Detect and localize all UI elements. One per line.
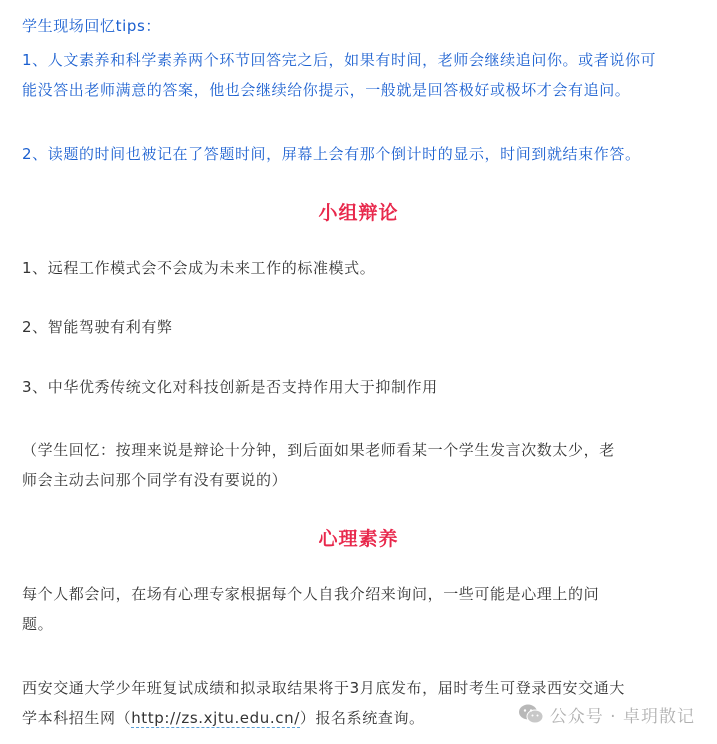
notice-line-2-suffix: ）报名系统查询。	[299, 709, 425, 727]
debate-item-2: 2、智能驾驶有利有弊	[22, 318, 173, 336]
debate-item-3: 3、中华优秀传统文化对科技创新是否支持作用大于抑制作用	[22, 378, 438, 396]
psych-line-2: 题。	[22, 615, 54, 633]
tips-item-1-line-2: 能没答出老师满意的答案，他也会继续给你提示，一般就是回答极好或极坏才会有追问。	[22, 81, 631, 99]
debate-recall-line-1: （学生回忆：按理来说是辩论十分钟，到后面如果老师看某一个学生发言次数太少，老	[22, 441, 615, 459]
psych-line-1: 每个人都会问，在场有心理专家根据每个人自我介绍来询问，一些可能是心理上的问	[22, 585, 600, 603]
debate-recall-line-2: 师会主动去问那个同学有没有要说的）	[22, 471, 288, 489]
watermark	[518, 700, 695, 728]
watermark-text: 公众号 · 卓玥散记	[549, 706, 695, 727]
psych-heading: 心理素养	[318, 528, 399, 550]
debate-item-1: 1、远程工作模式会不会成为未来工作的标准模式。	[22, 259, 376, 277]
notice-line-1: 西安交通大学少年班复试成绩和拟录取结果将于3月底发布，届时考生可登录西安交通大	[22, 679, 625, 697]
wechat-icon	[518, 703, 544, 725]
notice-line-2-prefix: 学本科招生网（	[22, 709, 132, 727]
tips-item-1-line-1: 1、人文素养和科学素养两个环节回答完之后，如果有时间，老师会继续追问你。或者说你可	[22, 51, 657, 69]
tips-item-2: 2、读题的时间也被记在了答题时间，屏幕上会有那个倒计时的显示，时间到就结束作答。	[22, 145, 641, 163]
notice-line-2	[22, 704, 492, 733]
tips-title: 学生现场回忆tips：	[22, 17, 161, 35]
debate-heading: 小组辩论	[318, 202, 399, 224]
xjtu-admissions-link[interactable]: http://zs.xjtu.edu.cn/	[131, 709, 300, 727]
